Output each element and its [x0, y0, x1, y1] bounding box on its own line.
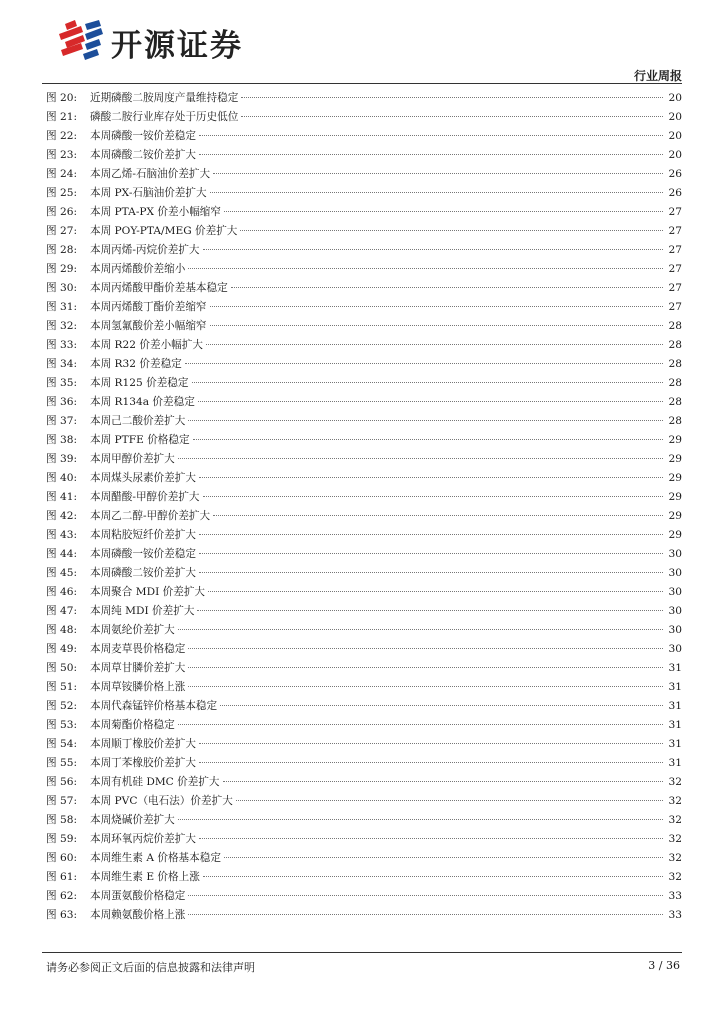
figure-number: 图 61: — [46, 871, 78, 883]
figure-title: 本周聚合 MDI 价差扩大 — [90, 586, 206, 598]
figure-number: 图 26: — [46, 206, 78, 218]
footer-divider — [42, 952, 682, 953]
figure-page-number: 20 — [668, 149, 682, 161]
toc-entry[interactable] — [46, 811, 682, 830]
dot-leader — [199, 154, 663, 155]
figure-number: 图 34: — [46, 358, 78, 370]
figure-number: 图 40: — [46, 472, 78, 484]
figure-page-number: 20 — [668, 111, 682, 123]
figure-title: 本周赖氨酸价格上涨 — [90, 909, 186, 921]
figure-page-number: 20 — [668, 92, 682, 104]
figure-number: 图 57: — [46, 795, 78, 807]
toc-entry[interactable] — [46, 640, 682, 659]
toc-entry[interactable] — [46, 849, 682, 868]
figure-page-number: 29 — [668, 472, 682, 484]
toc-entry[interactable] — [46, 317, 682, 336]
figure-title: 本周草甘膦价差扩大 — [90, 662, 186, 674]
figure-number: 图 45: — [46, 567, 78, 579]
dot-leader — [199, 743, 663, 744]
figure-page-number: 31 — [668, 700, 682, 712]
figure-title: 本周乙二醇-甲醇价差扩大 — [90, 510, 211, 522]
dot-leader — [193, 439, 663, 440]
figure-page-number: 32 — [668, 795, 682, 807]
toc-entry[interactable] — [46, 564, 682, 583]
figure-number: 图 37: — [46, 415, 78, 427]
figure-page-number: 28 — [668, 377, 682, 389]
figure-number: 图 32: — [46, 320, 78, 332]
toc-entry[interactable] — [46, 583, 682, 602]
toc-entry[interactable] — [46, 754, 682, 773]
dot-leader — [188, 420, 663, 421]
figure-title: 本周磷酸二铵价差扩大 — [90, 149, 196, 161]
figure-number: 图 25: — [46, 187, 78, 199]
dot-leader — [178, 819, 663, 820]
figure-title: 本周乙烯-石脑油价差扩大 — [90, 168, 211, 180]
figure-title: 本周己二酸价差扩大 — [90, 415, 186, 427]
figure-number: 图 24: — [46, 168, 78, 180]
figure-number: 图 21: — [46, 111, 78, 123]
dot-leader — [210, 325, 663, 326]
figure-page-number: 30 — [668, 586, 682, 598]
figure-number: 图 56: — [46, 776, 78, 788]
figure-number: 图 63: — [46, 909, 78, 921]
figure-title: 本周 PTFE 价格稳定 — [90, 434, 190, 446]
dot-leader — [192, 382, 664, 383]
dot-leader — [188, 895, 663, 896]
toc-entry[interactable] — [46, 697, 682, 716]
figure-number: 图 36: — [46, 396, 78, 408]
figure-number: 图 22: — [46, 130, 78, 142]
figure-page-number: 29 — [668, 529, 682, 541]
figure-number: 图 29: — [46, 263, 78, 275]
figure-number: 图 55: — [46, 757, 78, 769]
figure-title: 本周 PX-石脑油价差扩大 — [90, 187, 207, 199]
footer-disclaimer: 请务必参阅正文后面的信息披露和法律声明 — [46, 961, 255, 974]
dot-leader — [213, 173, 663, 174]
dot-leader — [206, 344, 663, 345]
toc-entry[interactable] — [46, 602, 682, 621]
figure-title: 本周蛋氨酸价格稳定 — [90, 890, 186, 902]
figure-title: 本周 POY-PTA/MEG 价差扩大 — [90, 225, 238, 237]
figure-title: 本周丙烯-丙烷价差扩大 — [90, 244, 200, 256]
figure-title: 本周醋酸-甲醇价差扩大 — [90, 491, 200, 503]
toc-entry[interactable] — [46, 393, 682, 412]
dot-leader — [199, 572, 663, 573]
toc-entry[interactable] — [46, 488, 682, 507]
toc-entry[interactable] — [46, 355, 682, 374]
figure-page-number: 31 — [668, 662, 682, 674]
figure-number: 图 49: — [46, 643, 78, 655]
dot-leader — [178, 724, 663, 725]
figure-page-number: 27 — [668, 225, 682, 237]
figure-title: 本周纯 MDI 价差扩大 — [90, 605, 195, 617]
figure-number: 图 38: — [46, 434, 78, 446]
figure-title: 本周麦草畏价格稳定 — [90, 643, 186, 655]
dot-leader — [198, 401, 663, 402]
figure-page-number: 29 — [668, 510, 682, 522]
figure-title: 本周氢氟酸价差小幅缩窄 — [90, 320, 207, 332]
figure-title: 本周 PVC（电石法）价差扩大 — [90, 795, 233, 807]
figure-title: 本周草铵膦价格上涨 — [90, 681, 186, 693]
page-header — [0, 0, 724, 86]
toc-entry[interactable] — [46, 260, 682, 279]
dot-leader — [199, 135, 663, 136]
figure-page-number: 27 — [668, 206, 682, 218]
dot-leader — [241, 97, 663, 98]
brand-name: 开源证券 — [111, 27, 243, 64]
figure-title: 本周维生素 E 价格上涨 — [90, 871, 200, 883]
figure-number: 图 41: — [46, 491, 78, 503]
toc-entry[interactable] — [46, 279, 682, 298]
dot-leader — [199, 477, 663, 478]
figure-page-number: 27 — [668, 263, 682, 275]
figure-title: 本周有机硅 DMC 价差扩大 — [90, 776, 220, 788]
figure-page-number: 28 — [668, 339, 682, 351]
figure-page-number: 31 — [668, 681, 682, 693]
figure-title: 本周 R22 价差小幅扩大 — [90, 339, 203, 351]
figure-number: 图 46: — [46, 586, 78, 598]
dot-leader — [199, 762, 663, 763]
figure-page-number: 32 — [668, 871, 682, 883]
dot-leader — [240, 230, 663, 231]
report-type-label: 行业周报 — [633, 69, 682, 83]
dot-leader — [208, 591, 663, 592]
figure-title: 本周粘胶短纤价差扩大 — [90, 529, 196, 541]
dot-leader — [203, 249, 663, 250]
figure-title: 本周丙烯酸丁酯价差缩窄 — [90, 301, 207, 313]
figure-page-number: 26 — [668, 187, 682, 199]
figure-number: 图 39: — [46, 453, 78, 465]
figure-title: 磷酸二胺行业库存处于历史低位 — [90, 111, 239, 123]
figure-title: 本周顺丁橡胶价差扩大 — [90, 738, 196, 750]
figure-number: 图 20: — [46, 92, 78, 104]
toc-entry[interactable] — [46, 469, 682, 488]
figure-page-number: 27 — [668, 244, 682, 256]
figure-title: 本周代森锰锌价格基本稳定 — [90, 700, 218, 712]
dot-leader — [203, 496, 663, 497]
figure-page-number: 29 — [668, 453, 682, 465]
figure-number: 图 30: — [46, 282, 78, 294]
toc-entry[interactable] — [46, 127, 682, 146]
figure-title: 本周甲醇价差扩大 — [90, 453, 175, 465]
figure-page-number: 30 — [668, 548, 682, 560]
toc-entry[interactable] — [46, 431, 682, 450]
figure-page-number: 32 — [668, 833, 682, 845]
figure-page-number: 28 — [668, 320, 682, 332]
figure-title: 本周丙烯酸价差缩小 — [90, 263, 186, 275]
figure-page-number: 31 — [668, 757, 682, 769]
toc-entry[interactable] — [46, 108, 682, 127]
figure-title: 本周 PTA-PX 价差小幅缩窄 — [90, 206, 221, 218]
figure-title: 近期磷酸二胺周度产量维持稳定 — [90, 92, 239, 104]
dot-leader — [231, 287, 663, 288]
dot-leader — [210, 306, 663, 307]
figure-page-number: 20 — [668, 130, 682, 142]
toc-entry[interactable] — [46, 526, 682, 545]
figure-title: 本周丙烯酸甲酯价差基本稳定 — [90, 282, 228, 294]
dot-leader — [236, 800, 663, 801]
figure-number: 图 44: — [46, 548, 78, 560]
toc-entry[interactable] — [46, 450, 682, 469]
figure-page-number: 26 — [668, 168, 682, 180]
toc-entry[interactable] — [46, 222, 682, 241]
dot-leader — [188, 648, 663, 649]
brand-logo-icon — [55, 20, 103, 64]
figure-title: 本周 R32 价差稳定 — [90, 358, 182, 370]
toc-entry[interactable] — [46, 184, 682, 203]
figure-number: 图 50: — [46, 662, 78, 674]
toc-entry[interactable] — [46, 773, 682, 792]
figure-page-number: 33 — [668, 909, 682, 921]
figure-number: 图 53: — [46, 719, 78, 731]
toc-entry[interactable] — [46, 146, 682, 165]
dot-leader — [223, 781, 663, 782]
figure-number: 图 42: — [46, 510, 78, 522]
toc-entry[interactable] — [46, 241, 682, 260]
dot-leader — [188, 686, 663, 687]
toc-entry[interactable] — [46, 545, 682, 564]
brand-logo — [55, 20, 243, 64]
toc-entry[interactable] — [46, 792, 682, 811]
dot-leader — [199, 553, 663, 554]
figure-title: 本周菊酯价格稳定 — [90, 719, 175, 731]
toc-entry[interactable] — [46, 621, 682, 640]
figure-page-number: 30 — [668, 643, 682, 655]
figure-page-number: 33 — [668, 890, 682, 902]
toc-entry[interactable] — [46, 298, 682, 317]
figure-title: 本周磷酸二铵价差扩大 — [90, 567, 196, 579]
figure-title: 本周维生素 A 价格基本稳定 — [90, 852, 221, 864]
figure-number: 图 31: — [46, 301, 78, 313]
figure-page-number: 30 — [668, 624, 682, 636]
toc-entry[interactable] — [46, 906, 682, 925]
figure-number: 图 51: — [46, 681, 78, 693]
figure-index-list — [46, 89, 682, 925]
dot-leader — [199, 534, 663, 535]
figure-page-number: 28 — [668, 396, 682, 408]
toc-entry[interactable] — [46, 165, 682, 184]
header-divider — [42, 83, 682, 84]
figure-title: 本周烧碱价差扩大 — [90, 814, 175, 826]
dot-leader — [188, 268, 663, 269]
dot-leader — [199, 838, 663, 839]
figure-number: 图 58: — [46, 814, 78, 826]
dot-leader — [178, 458, 663, 459]
figure-number: 图 59: — [46, 833, 78, 845]
toc-entry[interactable] — [46, 507, 682, 526]
toc-entry[interactable] — [46, 89, 682, 108]
figure-number: 图 43: — [46, 529, 78, 541]
dot-leader — [224, 211, 663, 212]
dot-leader — [197, 610, 663, 611]
dot-leader — [213, 515, 663, 516]
toc-entry[interactable] — [46, 336, 682, 355]
toc-entry[interactable] — [46, 868, 682, 887]
figure-page-number: 28 — [668, 415, 682, 427]
dot-leader — [210, 192, 663, 193]
figure-page-number: 28 — [668, 358, 682, 370]
figure-number: 图 35: — [46, 377, 78, 389]
figure-number: 图 62: — [46, 890, 78, 902]
toc-entry[interactable] — [46, 659, 682, 678]
toc-entry[interactable] — [46, 678, 682, 697]
toc-entry[interactable] — [46, 412, 682, 431]
figure-page-number: 32 — [668, 814, 682, 826]
figure-page-number: 30 — [668, 605, 682, 617]
figure-title: 本周煤头尿素价差扩大 — [90, 472, 196, 484]
figure-page-number: 31 — [668, 719, 682, 731]
figure-title: 本周 R134a 价差稳定 — [90, 396, 195, 408]
toc-entry[interactable] — [46, 716, 682, 735]
figure-number: 图 54: — [46, 738, 78, 750]
figure-page-number: 32 — [668, 776, 682, 788]
figure-number: 图 33: — [46, 339, 78, 351]
toc-entry[interactable] — [46, 735, 682, 754]
figure-title: 本周 R125 价差稳定 — [90, 377, 189, 389]
figure-title: 本周氨纶价差扩大 — [90, 624, 175, 636]
figure-title: 本周磷酸一铵价差稳定 — [90, 548, 196, 560]
dot-leader — [241, 116, 663, 117]
toc-entry[interactable] — [46, 203, 682, 222]
figure-page-number: 29 — [668, 491, 682, 503]
figure-page-number: 31 — [668, 738, 682, 750]
figure-number: 图 28: — [46, 244, 78, 256]
dot-leader — [188, 667, 663, 668]
figure-title: 本周环氧丙烷价差扩大 — [90, 833, 196, 845]
toc-entry[interactable] — [46, 830, 682, 849]
dot-leader — [178, 629, 663, 630]
figure-page-number: 32 — [668, 852, 682, 864]
figure-number: 图 52: — [46, 700, 78, 712]
figure-page-number: 27 — [668, 301, 682, 313]
figure-number: 图 47: — [46, 605, 78, 617]
figure-page-number: 27 — [668, 282, 682, 294]
toc-entry[interactable] — [46, 887, 682, 906]
figure-number: 图 48: — [46, 624, 78, 636]
dot-leader — [185, 363, 663, 364]
page-number: 3 / 36 — [648, 959, 680, 972]
dot-leader — [203, 876, 663, 877]
figure-number: 图 60: — [46, 852, 78, 864]
figure-number: 图 27: — [46, 225, 78, 237]
dot-leader — [220, 705, 663, 706]
figure-page-number: 29 — [668, 434, 682, 446]
figure-number: 图 23: — [46, 149, 78, 161]
dot-leader — [224, 857, 663, 858]
figure-page-number: 30 — [668, 567, 682, 579]
dot-leader — [188, 914, 663, 915]
figure-title: 本周丁苯橡胶价差扩大 — [90, 757, 196, 769]
figure-title: 本周磷酸一铵价差稳定 — [90, 130, 196, 142]
toc-entry[interactable] — [46, 374, 682, 393]
